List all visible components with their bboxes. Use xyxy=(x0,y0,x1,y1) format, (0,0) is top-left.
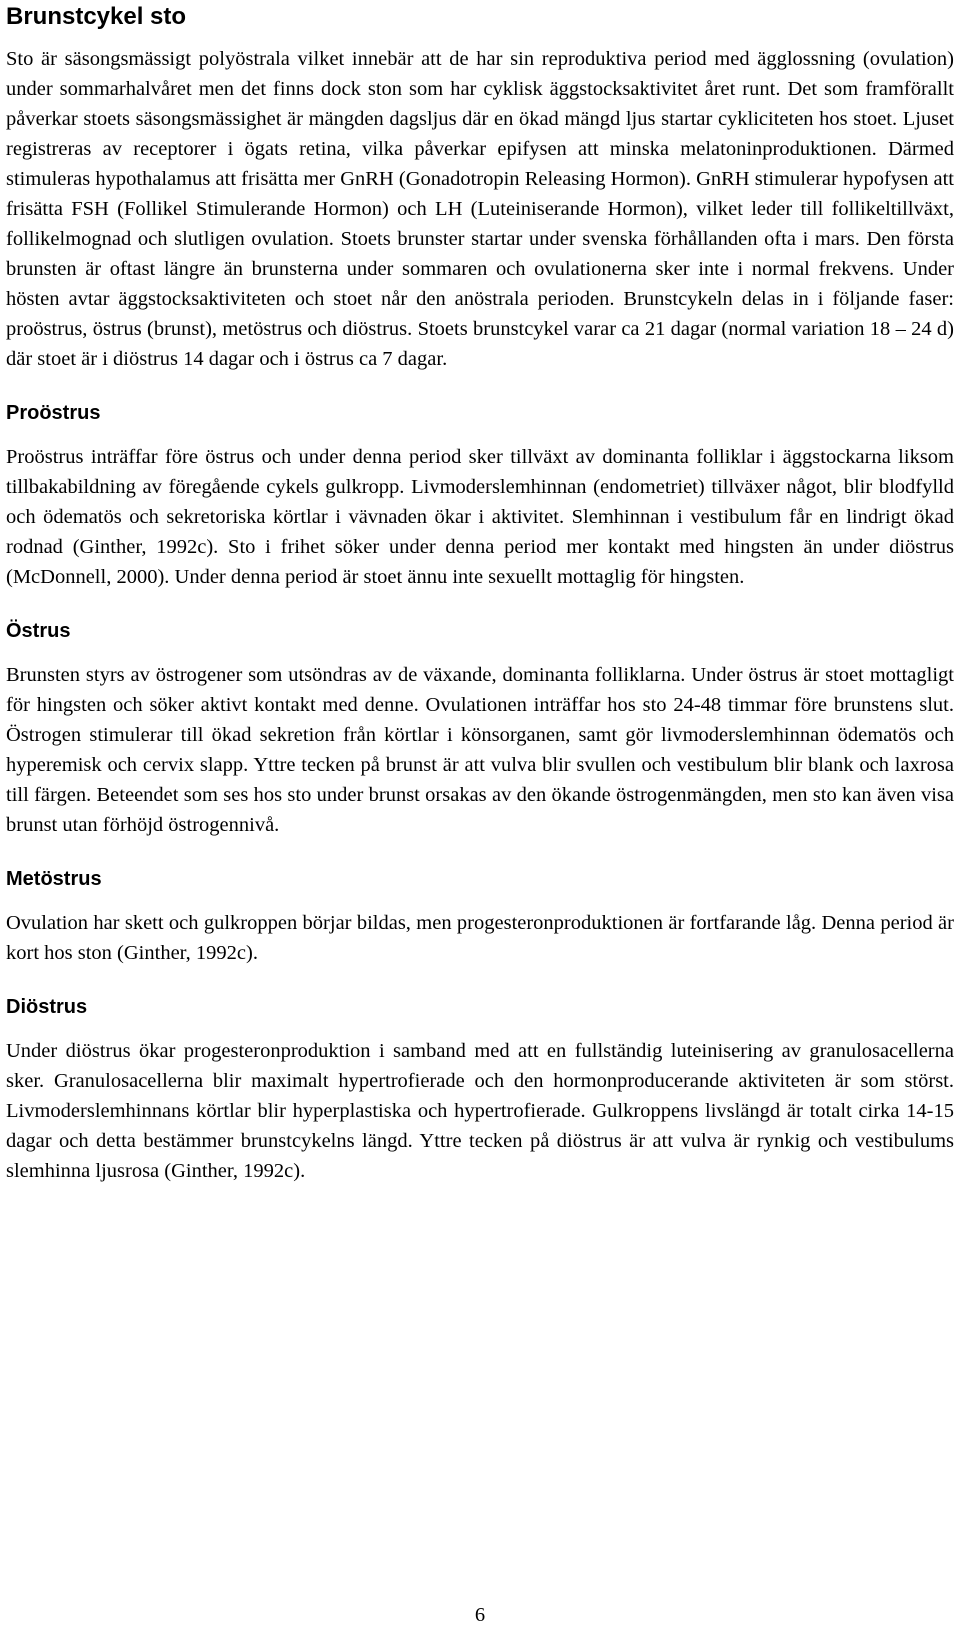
section-text-diostrus: Under diöstrus ökar progesteronproduktion i samband med att en fullständig luteinisering av granulosacellerna sker. Granulosacellerna blir maximalt hypertrofierade och den hormonproducerande aktiviteten är som störst. Livmoderslemhinnans körtlar blir hyperplastiska och hypertrofierade. Gulkroppens livslängd är totalt cirka 14-15 dagar och detta bestämmer brunstcykelns längd. Yttre tecken på diöstrus är att vulva är rynkig och vestibulums slemhinna ljusrosa (Ginther, 1992c). xyxy=(6,1040,954,1182)
section-text-metostrus: Ovulation har skett och gulkroppen börjar bildas, men progesteronproduktionen är fortfarande låg. Denna period är kort hos ston (Ginther, 1992c). xyxy=(6,912,954,964)
spacer xyxy=(6,644,954,660)
spacer xyxy=(6,426,954,442)
spacer xyxy=(6,892,954,908)
spacer xyxy=(6,840,954,866)
spacer xyxy=(6,592,954,618)
document-title: Brunstcykel sto xyxy=(6,3,187,30)
spacer xyxy=(6,1020,954,1036)
section-heading-metostrus: Metöstrus xyxy=(6,868,102,890)
spacer xyxy=(6,968,954,994)
page-number: 6 xyxy=(474,1604,486,1626)
spacer xyxy=(6,374,954,400)
spacer xyxy=(6,32,954,44)
section-text-ostrus: Brunsten styrs av östrogener som utsöndras av de växande, dominanta folliklarna. Under östrus är stoet mottagligt för hingsten och söker aktivt kontakt med denne. Ovulationen inträffar hos sto 24-48 timmar före brunstens slut. Östrogen stimulerar till ökad sekretion från körtlar i könsorganen, samt gör livmoderslemhinnan ödematös och hyperemisk och cervix slapp. Yttre tecken på brunst är att vulva blir svullen och vestibulum blir blank och laxrosa till färgen. Beteendet som ses hos sto under brunst orsakas av den ökande östrogenmängden, men sto kan även visa brunst utan förhöjd östrogennivå. xyxy=(6,664,954,836)
document-page xyxy=(6,0,954,1186)
section-heading-proostrus: Proöstrus xyxy=(6,402,101,424)
section-heading-diostrus: Diöstrus xyxy=(6,996,88,1018)
section-text-proostrus: Proöstrus inträffar före östrus och under denna period sker tillväxt av dominanta folliklar i äggstockarna liksom tillbakabildning av föregående cykels gulkropp. Livmoderslemhinnan (endometriet) tillväxer något, blir blodfylld och ödematös och sekretoriska körtlar i vävnaden ökar i aktivitet. Slemhinnan i vestibulum får en lindrigt ökad rodnad (Ginther, 1992c). Sto i frihet söker under denna period mer kontakt med hingsten än under diöstrus (McDonnell, 2000). Under denna period är stoet ännu inte sexuellt mottaglig för hingsten. xyxy=(6,446,954,588)
section-heading-ostrus: Östrus xyxy=(6,620,71,642)
intro-paragraph: Sto är säsongsmässigt polyöstrala vilket innebär att de har sin reproduktiva period med ägglossning (ovulation) under sommarhalvåret men det finns dock ston som har cyklisk äggstocksaktivitet året runt. Det som framförallt påverkar stoets säsongsmässighet är mängden dagsljus där en ökad mängd ljus startar cykliciteten hos stoet. Ljuset registreras av receptorer i ögats retina, vilka påverkar epifysen att minska melatoninproduktionen. Därmed stimuleras hypothalamus att frisätta mer GnRH (Gonadotropin Releasing Hormon). GnRH stimulerar hypofysen att frisätta FSH (Follikel Stimulerande Hormon) och LH (Luteiniserande Hormon), vilket leder till follikeltillväxt, follikelmognad och slutligen ovulation. Stoets brunster startar under svenska förhållanden ofta i mars. Den första brunsten är oftast längre än brunsterna under sommaren och ovulationerna sker inte i normal frekvens. Under hösten avtar äggstocksaktiviteten och stoet når den anöstrala perioden. Brunstcykeln delas in i följande faser: proöstrus, östrus (brunst), metöstrus och diöstrus. Stoets brunstcykel varar ca 21 dagar (normal variation 18 – 24 d) där stoet är i diöstrus 14 dagar och i östrus ca 7 dagar. xyxy=(6,48,954,370)
